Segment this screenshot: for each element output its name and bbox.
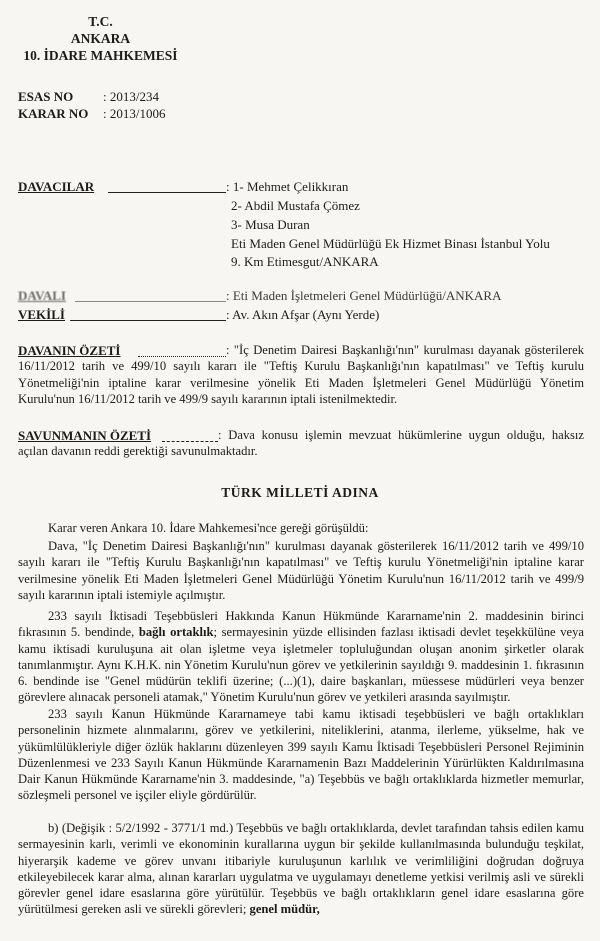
davali-value: : Eti Maden İşletmeleri Genel Müdürlüğü/ANKARA [226, 288, 502, 303]
davali-underline [75, 301, 226, 302]
davali-label: DAVALI [18, 288, 66, 303]
body-paragraph-1: Karar veren Ankara 10. İdare Mahkemesi'nce gereği görüşüldü: [48, 521, 369, 535]
esas-value: : 2013/234 [103, 89, 159, 104]
body-paragraph-5 [18, 820, 584, 918]
header-court: 10. İDARE MAHKEMESİ [23, 48, 178, 63]
vekili-value: : Av. Akın Afşar (Aynı Yerde) [226, 307, 380, 322]
body-paragraph-3 [18, 608, 584, 706]
savunmanin-ozeti-text: : Dava konusu işlemin mevzuat hükümlerine uygun olduğu, haksız açılan davanın reddi gerektiği savunulmaktadır. [18, 428, 584, 459]
body-paragraph-2: Dava, "İç Denetim Dairesi Başkanlığı'nın" kurulması dayanak gösterilerek 16/11/2012 tarih ve 499/10 sayılı kararı ile "Teftiş Kurulu Başkanlığı'nın kapatılması" ve Teftiş kurulu Yönetmeliği'nin iptaline karar verilmesine yönelik Eti Maden İşletmeleri Genel Müdürlüğü Yönetim Kurulu'nun 16/11/2012 tarih ve 499/9 sayılı kararının iptali istemiyle açılmıştır. [18, 539, 584, 602]
davaci-line-3: 3- Musa Duran [231, 217, 310, 232]
vekili-underline [70, 320, 226, 321]
p3-part-b: ; sermayesinin yüzde ellisinden fazlası iktisadi devlet teşekkülüne veya kamu iktisadi kuruluşuna ait olan işletme veya işletmeler topluluğundan oluşan anonim şirketler olarak tanımlanmıştır. Aynı K.H.K. nin Yönetim Kurulu'nun görev ve yetkilerinin sayıldığı 9. maddesinin 1. fıkrasının 6. bendinde ise "Genel müdürün teklifi üzerine; (...)(1), daire başkanları, müessese müdürleri veya benzer görevlere alınacak personeli atamak," Yönetim Kurulu'nun görev ve yetkileri arasında sayılmıştır. [18, 625, 584, 705]
savunmanin-ozeti-label: SAVUNMANIN ÖZETİ [18, 428, 152, 443]
davaci-address-2: 9. Km Etimesgut/ANKARA [231, 254, 379, 269]
davanin-ozeti-label: DAVANIN ÖZETİ [18, 343, 121, 358]
karar-label: KARAR NO [18, 106, 89, 121]
esas-label: ESAS NO [18, 89, 74, 104]
p5-part-a: b) (Değişik : 5/2/1992 - 3771/1 md.) Teşebbüs ve bağlı ortaklıklarda, devlet tarafından tahsis edilen kamu sermayesinin karlı, verimli ve ekonominin kurallarına uygun bir şekilde kullanılmasında bulunduğu teşkilat, hiyerarşik kademe ve görev unvanı itibariyle kuruluşunun karlılık ve verimliliğini doğrudan doğruya etkileyebilecek karar alma, alınan kararları uygulatma ve uygulamayı denetleme yetkisi verilmiş asli ve sürekli görevler genel idare esaslarına göre yürütülür. Teşebbüs ve bağlı ortaklıkların genel idare esaslarına göre yürütülmesi gereken asli ve sürekli görevleri; [18, 821, 584, 917]
header-city: ANKARA [70, 31, 131, 46]
vekili-label: VEKİLİ [18, 307, 65, 322]
davaci-line-1: : 1- Mehmet Çelikkıran [226, 179, 349, 194]
davaci-address-1: Eti Maden Genel Müdürlüğü Ek Hizmet Binası İstanbul Yolu [231, 236, 550, 251]
davaci-line-2: 2- Abdil Mustafa Çömez [231, 198, 360, 213]
body-paragraph-4: 233 sayılı Kanun Hükmünde Kararnameye tabi kamu iktisadi teşebbüsleri ve bağlı ortaklıkları personelinin hizmete alınmalarını, görev ve yetkilerini, niteliklerini, atanma, ilerleme, yükselme, hak ve yükümlülükleriyle diğer özlük haklarını düzenleyen 399 sayılı Kamu İktisadi Teşebbüsleri Personel Rejiminin Düzenlenmesi ve 233 Sayılı Kanun Hükmünde Kararnamenin Bazı Maddelerinin Yürürlükten Kaldırılmasına Dair Kanun Hükmünde Kararname'nin 3. maddesinde, "a) Teşebbüs ve bağlı ortaklıklarda hizmetler memurlar, sözleşmeli personel ve işçiler eliyle gördürülür. [18, 707, 584, 803]
karar-value: : 2013/1006 [103, 106, 166, 121]
davacilar-label: DAVACILAR [18, 179, 95, 194]
p3-part-a: 233 sayılı İktisadi Teşebbüsleri Hakkında Kanun Hükmünde Kararname'nin 2. maddesinin birinci fıkrasının 5. bendinde, [18, 609, 584, 640]
decision-title: TÜRK MİLLETİ ADINA [221, 485, 379, 500]
p5-bold-term: genel müdür, [249, 902, 320, 917]
davacilar-underline [108, 192, 226, 193]
p3-bold-term: bağlı ortaklık [138, 625, 214, 640]
header-tc: T.C. [88, 14, 113, 29]
davanin-ozeti-text: : "İç Denetim Dairesi Başkanlığı'nın" kurulması dayanak gösterilerek 16/11/2012 tarih ve 499/10 sayılı kararı ile "Teftiş Kurulu Başkanlığı'nın kapatılması" ve Teftiş kurulu Yönetmeliği'nin iptaline karar verilmesine yönelik Eti Maden İşletmeleri Genel Müdürlüğü Yönetim Kurulu'nun 16/11/2012 tarih ve 499/9 sayılı kararının iptali istenilmektedir. [18, 343, 584, 406]
